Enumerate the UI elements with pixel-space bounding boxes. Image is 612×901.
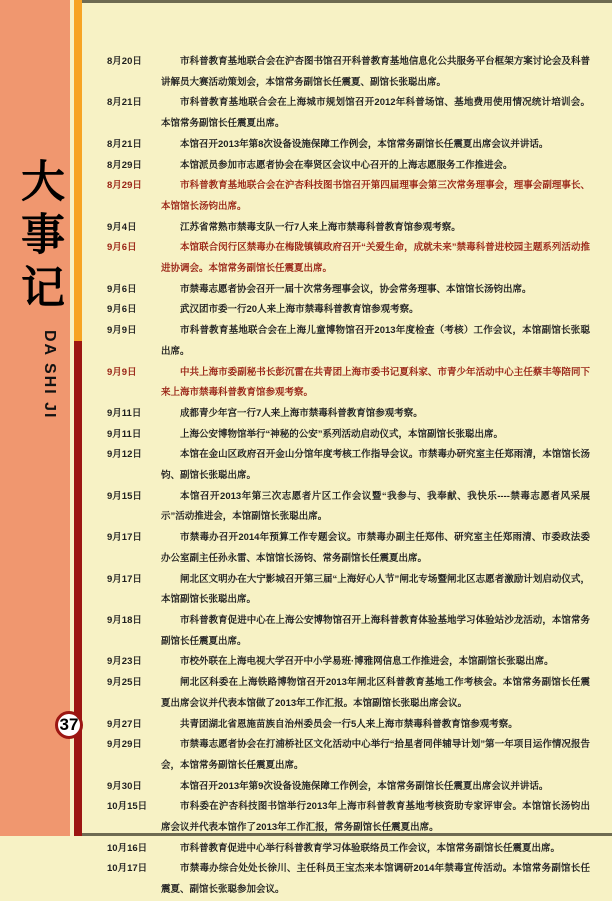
entry-date: 9月9日 <box>107 366 137 378</box>
entry-date: 9月15日 <box>107 490 142 502</box>
event-entry <box>107 611 590 652</box>
stripe-orange-segment <box>74 0 82 341</box>
entry-text: 武汉团市委一行20人来上海市禁毒科普教育馆参观考察。 <box>180 304 419 316</box>
event-entry <box>107 52 590 93</box>
entry-date: 9月11日 <box>107 428 142 440</box>
entry-text: 共青团湖北省恩施苗族自治州委员会一行5人来上海市禁毒科普教育馆参观考察。 <box>180 718 518 730</box>
decorative-stripe <box>74 0 82 836</box>
event-entry <box>107 673 590 714</box>
entry-text: 中共上海市委副秘书长彭沉雷在共青团上海市委书记夏科家、市青少年活动中心主任蔡丰等陪同下来上海市禁毒科普教育馆参观考察。 <box>161 366 590 399</box>
entry-date: 9月4日 <box>107 221 137 233</box>
entry-date: 8月21日 <box>107 138 142 150</box>
event-entry <box>107 570 590 611</box>
event-entry <box>107 300 590 321</box>
entry-text: 成都青少年宫一行7人来上海市禁毒科普教育馆参观考察。 <box>180 407 423 419</box>
entry-text: 闸北区科委在上海铁路博物馆召开2013年闸北区科普教育基地工作考核会。本馆常务副馆长任震夏出席会议并代表本馆做了2013年工作汇报。本馆副馆长张聪出席会议。 <box>161 677 590 709</box>
event-entry <box>107 487 590 528</box>
event-entry <box>107 797 590 838</box>
entry-text: 市禁毒志愿者协会在打浦桥社区文化活动中心举行“拾星者同伴辅导计划”第一年项目运作情况报告会，本馆常务副馆长任震夏出席。 <box>161 739 590 771</box>
entry-text: 市科普教育基地联合会在沪杏图书馆召开科普教育基地信息化公共服务平台框架方案讨论会及科普讲解员大赛活动策划会，本馆常务副馆长任震夏、副馆长张聪出席。 <box>161 56 590 88</box>
page-title: 大事记 <box>13 158 64 317</box>
event-entry <box>107 839 590 860</box>
entries-list <box>107 52 590 901</box>
event-entry <box>107 321 590 362</box>
event-entry <box>107 176 590 217</box>
entry-text: 本馆召开2013年第三次志愿者片区工作会议暨“我参与、我奉献、我快乐----禁毒志愿者风采展示”活动推进会，本馆副馆长张聪出席。 <box>161 490 590 523</box>
entry-date: 9月9日 <box>107 325 137 337</box>
stripe-red-segment <box>74 341 82 836</box>
event-entry <box>107 363 590 404</box>
event-entry <box>107 528 590 569</box>
event-entry <box>107 777 590 798</box>
event-entry <box>107 404 590 425</box>
entry-text: 市禁毒志愿者协会召开一届十次常务理事会议，协会常务理事、本馆馆长汤钧出席。 <box>180 283 532 295</box>
sidebar <box>0 0 70 836</box>
entry-date: 9月27日 <box>107 718 142 730</box>
page-number-badge: 37 <box>55 711 83 739</box>
entry-date: 8月21日 <box>107 97 142 109</box>
entry-date: 10月17日 <box>107 863 148 875</box>
entry-text: 江苏省常熟市禁毒支队一行7人来上海市禁毒科普教育馆参观考察。 <box>180 221 461 233</box>
entry-date: 9月25日 <box>107 677 142 689</box>
entry-date: 10月16日 <box>107 842 148 854</box>
events-list-area <box>82 0 612 896</box>
entry-date: 9月17日 <box>107 573 142 585</box>
entry-date: 9月12日 <box>107 449 142 461</box>
entry-text: 市校外联在上海电视大学召开中小学易班·博雅网信息工作推进会，本馆副馆长张聪出席。 <box>180 656 554 668</box>
event-entry <box>107 735 590 776</box>
entry-text: 本馆在金山区政府召开金山分馆年度考核工作指导会议。市禁毒办研究室主任郑雨清，本馆馆长汤钧、副馆长张聪出席。 <box>161 449 590 482</box>
event-entry <box>107 445 590 486</box>
entry-date: 9月6日 <box>107 242 137 254</box>
entry-text: 上海公安博物馆举行“神秘的公安”系列活动启动仪式，本馆副馆长张聪出席。 <box>180 428 504 440</box>
entry-date: 9月17日 <box>107 532 142 544</box>
entry-date: 8月29日 <box>107 159 142 171</box>
event-entry <box>107 156 590 177</box>
entry-date: 8月29日 <box>107 180 142 192</box>
entry-date: 9月18日 <box>107 614 142 626</box>
event-entry <box>107 425 590 446</box>
event-entry <box>107 218 590 239</box>
entry-date: 9月6日 <box>107 304 137 316</box>
entry-date: 9月6日 <box>107 283 137 295</box>
entry-text: 市科普教育基地联合会在上海城市规划馆召开2012年科普场馆、基地费用使用情况统计培训会。本馆常务副馆长任震夏出席。 <box>161 97 590 130</box>
entry-date: 9月30日 <box>107 780 142 792</box>
entry-text: 市科普教育基地联合会在沪杏科技图书馆召开第四届理事会第三次常务理事会，理事会副理事长、本馆馆长汤钧出席。 <box>161 180 590 212</box>
entry-date: 10月15日 <box>107 801 148 813</box>
event-entry <box>107 93 590 134</box>
entry-date: 9月29日 <box>107 739 142 751</box>
event-entry <box>107 859 590 900</box>
entry-date: 9月11日 <box>107 407 142 419</box>
event-entry <box>107 238 590 279</box>
entry-text: 市科普教育促进中心在上海公安博物馆召开上海科普教育体验基地学习体验站沙龙活动，本馆常务副馆长任震夏出席。 <box>161 614 590 647</box>
entry-date: 9月23日 <box>107 656 142 668</box>
entry-text: 市禁毒办综合处处长徐川、主任科员王宝杰来本馆调研2014年禁毒宣传活动。本馆常务副馆长任震夏、副馆长张聪参加会议。 <box>161 863 590 896</box>
event-entry <box>107 280 590 301</box>
entry-text: 市科普教育促进中心举行科普教育学习体验联络员工作会议，本馆常务副馆长任震夏出席。 <box>180 842 561 854</box>
page-title-pinyin: DA SHI JI <box>41 330 58 420</box>
entry-text: 本馆召开2013年第8次设备设施保障工作例会，本馆常务副馆长任震夏出席会议并讲话。 <box>180 138 549 150</box>
entry-text: 市禁毒办召开2014年预算工作专题会议。市禁毒办副主任郑伟、研究室主任郑雨清、市委政法委办公室副主任孙永雷、本馆馆长汤钧、常务副馆长任震夏出席。 <box>161 532 590 564</box>
entry-text: 本馆召开2013年第9次设备设施保障工作例会，本馆常务副馆长任震夏出席会议并讲话。 <box>180 780 549 792</box>
entry-text: 市科委在沪杏科技图书馆举行2013年上海市科普教育基地考核资助专家评审会。本馆馆长汤钧出席会议并代表本馆作了2013年工作汇报，常务副馆长任震夏出席。 <box>161 801 590 834</box>
event-entry <box>107 652 590 673</box>
entry-text: 本馆派员参加市志愿者协会在奉贤区会议中心召开的上海志愿服务工作推进会。 <box>180 159 513 171</box>
entry-text: 市科普教育基地联合会在上海儿童博物馆召开2013年度检查（考核）工作会议，本馆副馆长张聪出席。 <box>161 325 590 357</box>
entry-text: 本馆联合闵行区禁毒办在梅陇镇镇政府召开“关爱生命，成就未来”禁毒科普进校园主题系列活动推进协调会。本馆常务副馆长任震夏出席。 <box>161 242 590 275</box>
event-entry <box>107 715 590 736</box>
entry-date: 8月20日 <box>107 56 142 67</box>
event-entry <box>107 135 590 156</box>
entry-text: 闸北区文明办在大宁影城召开第三届“上海好心人节”闸北专场暨闸北区志愿者激励计划启动仪式，本馆副馆长张聪出席。 <box>161 573 590 606</box>
